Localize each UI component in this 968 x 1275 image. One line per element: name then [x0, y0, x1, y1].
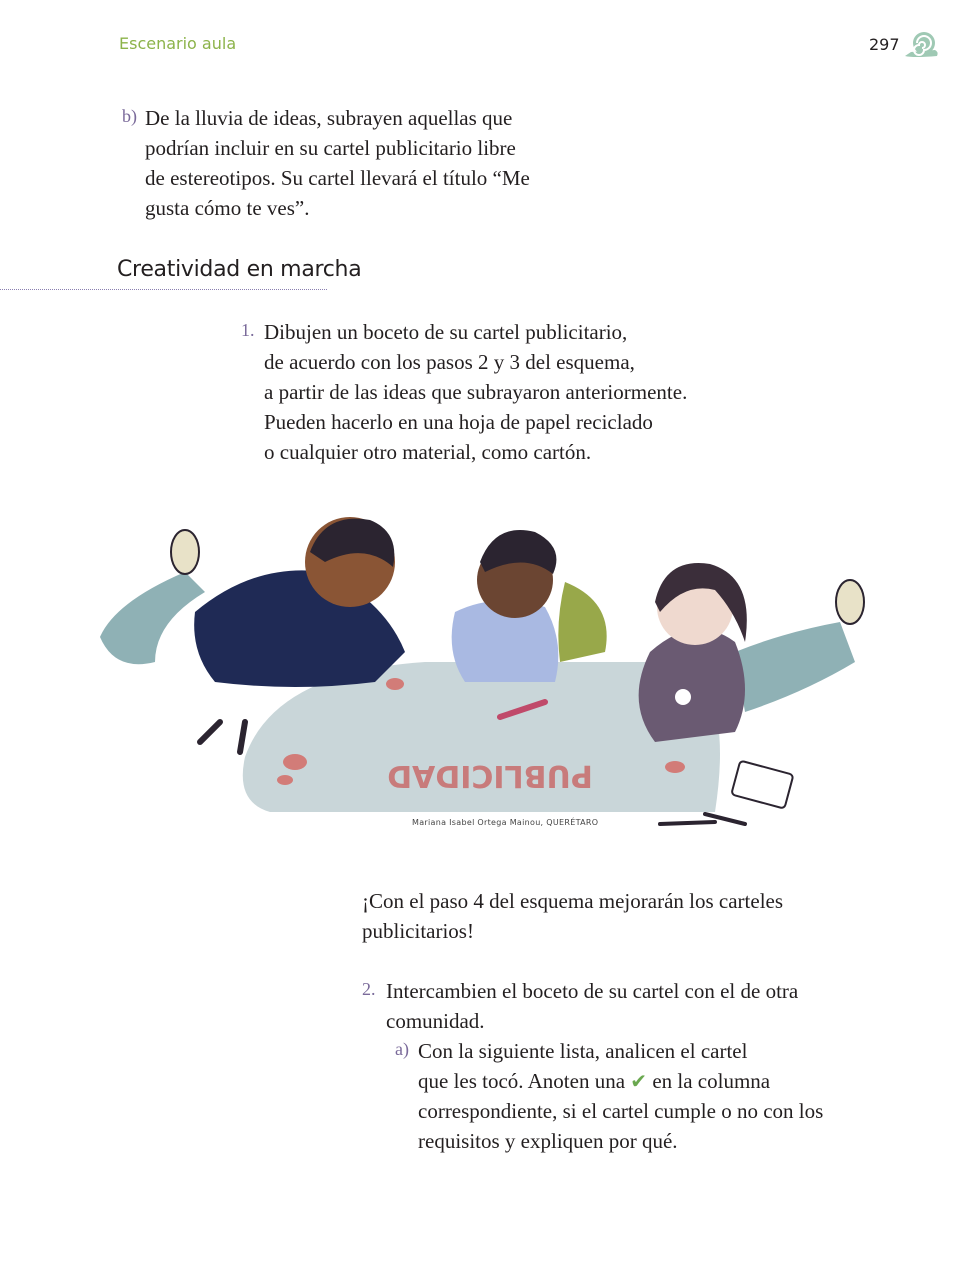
snail-icon	[903, 30, 939, 60]
children-drawing-poster-illustration	[95, 512, 885, 842]
text-line: requisitos y expliquen por qué.	[418, 1129, 678, 1153]
text-line: Intercambien el boceto de su cartel con el de otra	[386, 979, 799, 1003]
text-line: Con la siguiente lista, analicen el cartel	[418, 1039, 748, 1063]
text-line: De la lluvia de ideas, subrayen aquellas que	[145, 106, 513, 130]
text-line: ¡Con el paso 4 del esquema mejorarán los carteles	[362, 889, 784, 913]
text-line: de estereotipos. Su cartel llevará el título “Me	[145, 166, 530, 190]
paint-blot	[277, 775, 293, 785]
child-right-legs	[735, 622, 855, 712]
child-left-legs	[100, 572, 205, 664]
crayon	[200, 722, 220, 742]
section-divider	[0, 289, 327, 290]
poster-text: PUBLICIDAD	[387, 758, 593, 793]
intro-text	[362, 886, 783, 946]
text-line: a partir de las ideas que subrayaron anteriormente.	[264, 380, 688, 404]
item-2-marker: 2.	[362, 979, 376, 999]
text-line: de acuerdo con los pasos 2 y 3 del esquema,	[264, 350, 635, 374]
item-a-text	[418, 1036, 823, 1156]
item-2-text	[386, 976, 798, 1036]
text-fragment: en la columna	[652, 1069, 771, 1093]
paint-blot	[665, 761, 685, 773]
flower-decoration	[675, 689, 691, 705]
paint-blot	[386, 678, 404, 690]
text-line: gusta cómo te ves”.	[145, 196, 310, 220]
child-left-shoe	[171, 530, 199, 574]
text-line: correspondiente, si el cartel cumple o no con los	[418, 1099, 824, 1123]
child-right-shoe	[836, 580, 864, 624]
item-a-marker: a)	[395, 1039, 409, 1059]
text-line: o cualquier otro material, como cartón.	[264, 440, 592, 464]
illustration-credit: Mariana Isabel Ortega Mainou, QUERÉTARO	[412, 818, 599, 827]
text-line: publicitarios!	[362, 919, 474, 943]
checkmark-icon: ✔	[630, 1069, 648, 1093]
text-fragment: que les tocó. Anoten una	[418, 1069, 626, 1093]
child-right-body	[639, 629, 745, 742]
paint-palette	[731, 761, 793, 809]
text-line: Pueden hacerlo en una hoja de papel reciclado	[264, 410, 653, 434]
paintbrush	[660, 822, 715, 824]
child-middle-legs	[558, 582, 606, 662]
paint-blot	[283, 754, 307, 770]
section-title: Creatividad en marcha	[117, 257, 362, 282]
item-1-text	[264, 317, 687, 467]
item-b-text	[145, 103, 530, 223]
crayon	[240, 722, 245, 752]
text-line: comunidad.	[386, 1009, 485, 1033]
page-number: 297	[869, 35, 900, 54]
text-line: podrían incluir en su cartel publicitario libre	[145, 136, 516, 160]
text-line: Dibujen un boceto de su cartel publicitario,	[264, 320, 628, 344]
item-1-marker: 1.	[241, 320, 255, 340]
running-header: Escenario aula	[119, 34, 237, 53]
text-line-with-check	[418, 1066, 823, 1096]
item-b-marker: b)	[122, 106, 137, 126]
